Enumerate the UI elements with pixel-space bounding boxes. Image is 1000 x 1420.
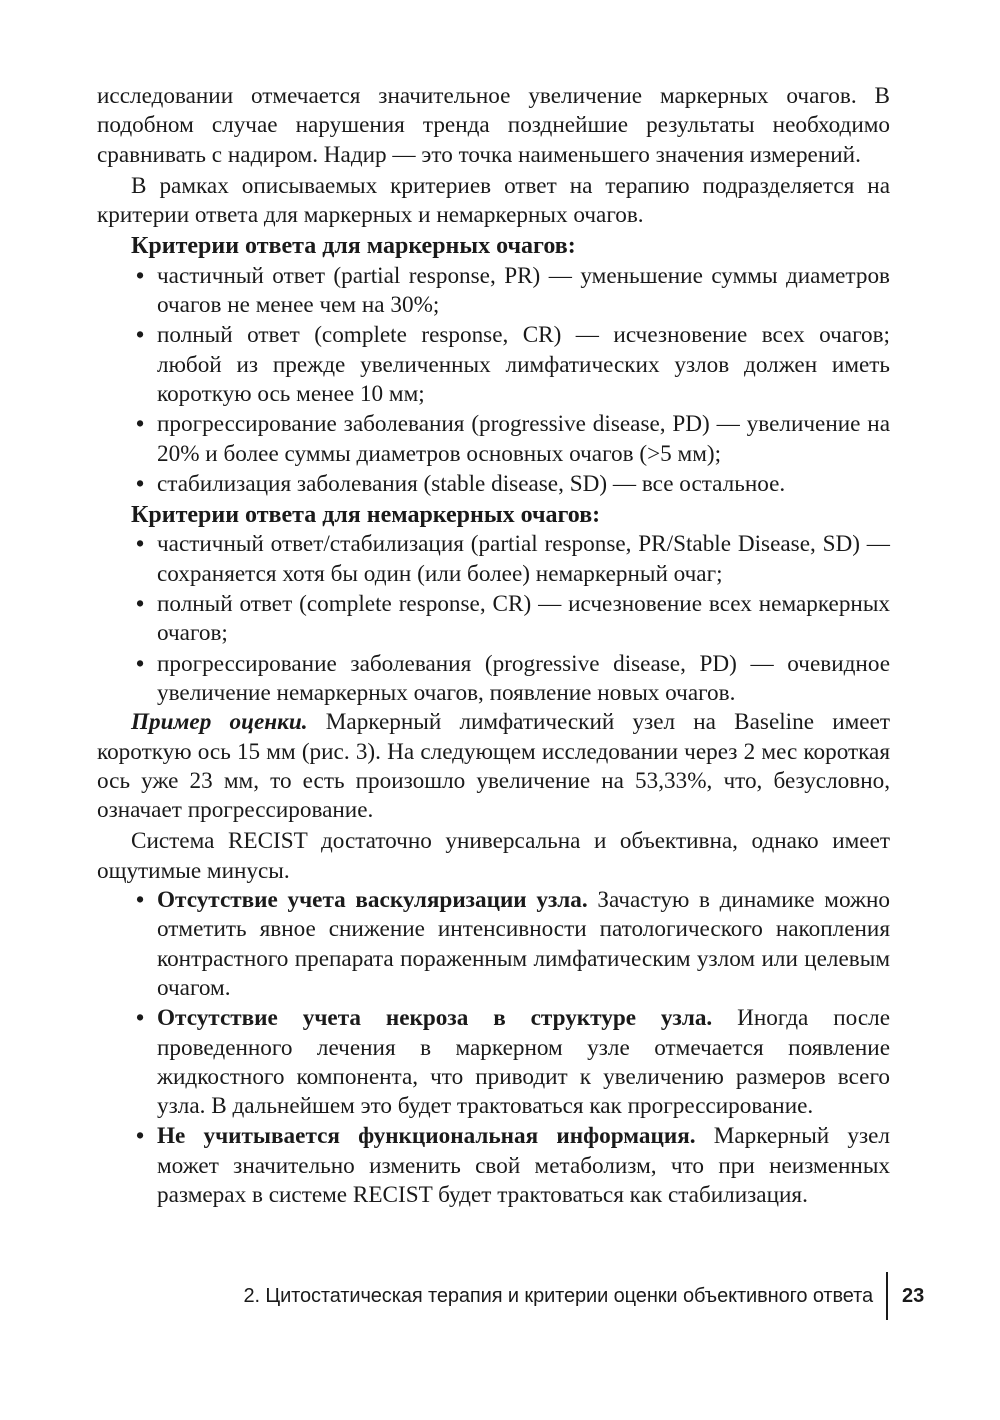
list-item — [136, 530, 890, 589]
marker-criteria-heading: Критерии ответа для маркерных очагов: — [131, 233, 576, 260]
bullet-icon: • — [136, 887, 145, 914]
bullet-icon: • — [136, 591, 145, 618]
list-item-text: прогрессирование заболевания (progressive disease, PD) — увеличение на 20% и более суммы диаметров основных очагов (>5 мм); — [157, 411, 890, 467]
list-item-text: стабилизация заболевания (stable disease, SD) — все остальное. — [157, 470, 786, 497]
list-item — [136, 590, 890, 649]
list-item-lead: Не учитывается функциональная информация. — [157, 1123, 696, 1150]
list-item-text: прогрессирование заболевания (progressive disease, PD) — очевидное увеличение немаркерных очагов, появление новых очагов. — [157, 650, 890, 706]
bullet-icon: • — [136, 1005, 145, 1032]
page-number: 23 — [902, 1285, 925, 1307]
bullet-icon: • — [136, 650, 145, 677]
nonmarker-criteria-heading: Критерии ответа для немаркерных очагов: — [131, 502, 601, 529]
intro-paragraph-continued: исследовании отмечается значительное увеличение маркерных очагов. В подобном случае нарушения тренда позднейшие результаты необходимо сравнивать с надиром. Надир — это точка наименьшего значения измерений. — [97, 83, 890, 168]
page-footer — [0, 1272, 1000, 1322]
running-chapter-title: 2. Цитостатическая терапия и критерии оценки объективного ответа — [243, 1285, 873, 1307]
list-item — [136, 470, 890, 499]
list-item-text: полный ответ (complete response, CR) — исчезновение всех немаркерных очагов; — [157, 591, 890, 647]
bullet-icon: • — [136, 262, 145, 289]
list-item-text: Маркерный узел может значительно изменить свой метаболизм, что при неизменных размерах в системе RECIST будет трактоваться как стабилизация. — [157, 1123, 891, 1208]
example-lead: Пример оценки. — [131, 709, 308, 736]
list-item-lead: Отсутствие учета васкуляризации узла. — [157, 887, 588, 914]
bullet-icon: • — [136, 470, 145, 497]
list-item — [136, 1122, 891, 1210]
example-text: Маркерный лимфатический узел на Baseline имеет короткую ось 15 мм (рис. 3). На следующем исследовании через 2 мес короткая ось уже 23 мм, то есть произошло увеличение на 53,33%, что, безусловно, означает прогрессирование. — [97, 709, 890, 824]
list-item — [136, 650, 890, 709]
bullet-icon: • — [136, 1123, 145, 1150]
list-item-lead: Отсутствие учета некроза в структуре узла. — [157, 1005, 713, 1032]
footer-divider — [886, 1272, 888, 1320]
list-item — [136, 886, 890, 1003]
nonmarker-criteria-list — [97, 530, 890, 708]
list-item — [136, 262, 890, 321]
list-item — [136, 321, 890, 409]
list-item-text: полный ответ (complete response, CR) — исчезновение всех очагов; любой из прежде увеличенных лимфатических узлов должен иметь короткую ось менее 10 мм; — [157, 322, 890, 407]
bullet-icon: • — [136, 531, 145, 558]
list-item-text: частичный ответ/стабилизация (partial response, PR/Stable Disease, SD) — сохраняется хотя бы один (или более) немаркерный очаг; — [157, 531, 890, 587]
list-item-text: частичный ответ (partial response, PR) — уменьшение суммы диаметров очагов не менее чем на 30%; — [157, 262, 890, 319]
bullet-icon: • — [136, 411, 145, 438]
list-item — [136, 1004, 890, 1121]
bullet-icon: • — [136, 322, 145, 349]
example-paragraph — [97, 708, 890, 825]
intro-paragraph: В рамках описываемых критериев ответ на терапию подразделяется на критерии ответа для маркерных и немаркерных очагов. — [97, 172, 890, 229]
recist-drawbacks-list — [97, 886, 890, 1210]
marker-criteria-list — [97, 262, 890, 499]
list-item — [136, 410, 890, 469]
recist-intro-paragraph: Система RECIST достаточно универсальна и объективна, однако имеет ощутимые минусы. — [97, 828, 890, 884]
list-item-text: Зачастую в динамике можно отметить явное снижение интенсивности патологического накопления контрастного препарата пораженным лимфатическим узлом или целевым очагом. — [157, 887, 890, 1001]
list-item-text: Иногда после проведенного лечения в маркерном узле отмечается появление жидкостного компонента, что приводит к увеличению размеров всего узла. В дальнейшем это будет трактоваться как прогрессирование. — [157, 1005, 890, 1120]
page-body — [97, 82, 890, 1210]
